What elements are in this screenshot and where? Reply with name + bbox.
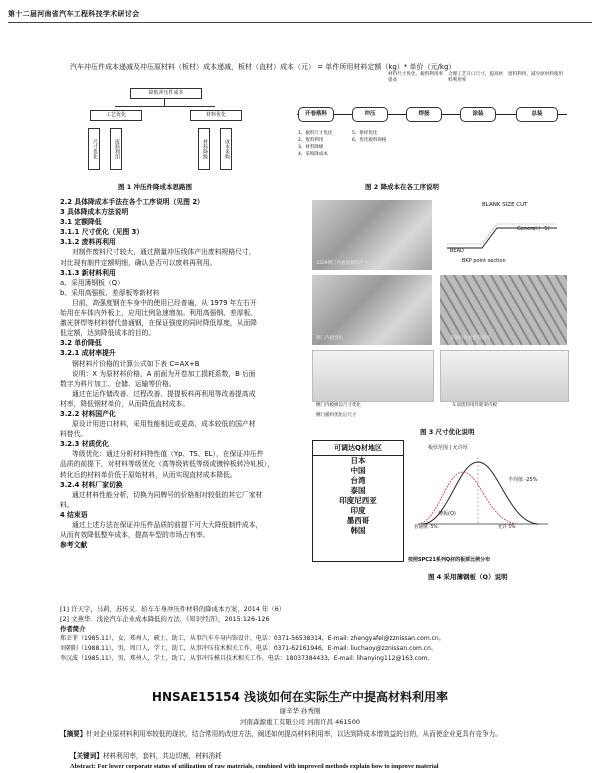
text-line: 对比现有制件定额明细，确认是否可以废料再利用。 (60, 258, 217, 267)
text-line: 3.2.4 材料厂家切换 (60, 480, 123, 489)
text-line: 品质的前提下，对材料等级优化（高等级转低等级或镀锌板转冷轧板）， (60, 460, 275, 469)
fig2-note-bottom: 4、采购降成本 (298, 152, 328, 157)
fig4-chart-label: 板厚范围 | 允许厚 (428, 445, 468, 451)
text-line: 激光拼焊等材料替代普通钢，在保证强度的同时降低厚度，从而降 (60, 319, 258, 328)
article-en-abstract (70, 762, 439, 772)
text-line: 3.1.1 尺寸优化（见图 3） (60, 228, 144, 237)
fig2-note-bottom: 6、优化板料规格 (352, 138, 387, 143)
text-line: 钢材料片价格的计算公式如下表 C=AX+B (72, 359, 200, 368)
cost-formula: 汽车冲压件成本递减及冲压原材料（板材）成本递减，板材（直材）成本（元） = 单件所用材料定额（kg）* 单价（元/kg） (70, 63, 456, 71)
en-abstract-label: Abstract: (70, 763, 96, 770)
abstract-text: 针对企业原材料利用率较低的现状，结合常用的改进方法，阐述如何提高材料利用率，以达到降成本增效益的目的，从而使企业更具有竞争力。 (86, 730, 502, 738)
text-line: 3.1.3 新材料利用 (60, 268, 116, 277)
fig4-right-note: 允许 5% (498, 525, 516, 530)
photo-caption: 侧门内板修边尺寸优化 (316, 403, 361, 408)
text-line: 通过在运作储改善、过程改善、提提板料再利用等改善提高成 (72, 389, 256, 398)
text-line: 原设计用进口材料，采用性能相近或更高、成本较低的国产材 (72, 420, 256, 429)
bio-item: 李汉波（1985.11），男，郑州人，学士，助工，从事冲压模具技术相关工作，电话：18037384433，E-mail: lihanying112@163.com。 (60, 655, 434, 662)
text-line: 转化后的材料单价低于原始材料，从而实现直材成本降低。 (60, 470, 237, 479)
text-line: 低定额，达到降低成本的目的。 (60, 329, 156, 338)
text-line: 始用在车体内外板上，应用比例急速增加。利用高强钢、差厚板、 (60, 309, 258, 318)
fig4-left-note: 普通钢 -5% (414, 525, 438, 530)
article-institution: 河南森源重工有限公司 河南许昌 461500 (240, 718, 360, 726)
fig1-left-item: 废料利用 (110, 128, 122, 170)
country-item: 印度尼西亚 (339, 496, 377, 505)
fig2-note-top: 材料尺寸优化、板料利用率提高 (388, 72, 444, 83)
countries-box-title: 可调达Q材地区 (313, 441, 403, 456)
text-line: 通过材料性能分析，切换为同牌号的价格相对较低的其它厂家材 (72, 490, 263, 499)
reference-item: [1] 许天宇，马莉，苏传义．轿车车身冲压件材料的降成本方案，2014 年（6） (60, 605, 286, 613)
article-title: HNSAE15154 浅谈如何在实际生产中提高材料利用率 (151, 690, 449, 704)
fig3-general-label: General (−5) (517, 226, 550, 232)
fig2-step: 冲压 (352, 107, 388, 122)
fig3-section-drawing (442, 208, 562, 256)
fig2-note-bottom: 1、板料尺寸优化 (298, 131, 333, 136)
text-line: 从而有效降低整车成本，提高车型的市场占有率。 (60, 531, 210, 540)
text-line: 3.2 单价降低 (60, 339, 102, 348)
country-item: 日本 (350, 456, 366, 465)
figure-4-chart (408, 442, 558, 562)
fig4-thin-label: 薄板(Q) (438, 511, 456, 517)
fig1-root: 降低冲压件成本 (130, 88, 202, 99)
country-item: 泰国 (350, 486, 366, 495)
photo-caption: 侧门板料优化后尺寸 (316, 413, 357, 418)
text-line: 料。 (60, 500, 74, 509)
text-line: 4 结束语 (60, 510, 88, 519)
fig1-connector (164, 98, 165, 106)
figure-3 (312, 200, 567, 420)
text-line: 通过上述方法在保证冲压件品质的前提下可大大降低制件成本， (72, 521, 263, 529)
coil-drawing (312, 350, 434, 402)
text-line: 3.2.2 材料国产化 (60, 409, 116, 418)
text-line: b、采用高强板、差厚板等新材料 (60, 288, 160, 297)
body-left-top (60, 197, 310, 550)
figure-1 (80, 78, 250, 178)
en-abstract-text: For lower corporate status of utilization of raw materials, combined with improved methods explain how to improve material (97, 763, 439, 770)
photo-caption: 3328侧门内板原板料尺寸 (316, 261, 368, 266)
fig2-note-bottom: 3、材料降级 (298, 145, 324, 150)
country-item: 台湾 (350, 476, 366, 485)
fig2-note-top: 废料利用、减少原材料使用 (508, 72, 564, 77)
photo-caption: 轮罩内外板废料利用 (450, 336, 491, 341)
photo-caption: 侧门内板废料 (316, 336, 343, 341)
text-line: 数字为料片加工、仓储、运输等价格。 (60, 379, 176, 388)
bio-heading: 作者简介 (60, 625, 86, 633)
fig4-ratio-label: 半均值 -25% (508, 477, 538, 483)
fig1-connector (115, 106, 215, 107)
text-line: 料替代。 (60, 430, 88, 439)
text-line: 3.1.2 废料再利用 (60, 238, 116, 247)
country-item: 印度 (350, 506, 366, 515)
keywords-label: 【关键词】 (70, 752, 103, 760)
text-line: 材率，降低钢材单价，从而降低直材成本。 (60, 399, 190, 408)
header-rule (8, 22, 592, 23)
abstract-label: 【摘要】 (60, 730, 87, 738)
countries-box (312, 440, 404, 562)
fig4-sub-caption: 按照SPC21系列Q材的板厚比例分布 (408, 557, 491, 563)
figure-2 (292, 70, 572, 175)
coil-drawing (440, 350, 569, 402)
figure-2-caption: 图 2 降成本在各工序说明 (365, 183, 440, 191)
journal-header: 第十二届河南省汽车工程科技学术研讨会 (8, 10, 140, 18)
fig3-bkp-label: BKP point section (462, 258, 506, 264)
text-line: 对制件废料尺寸较大，通过测量冲压线体产出废料规格尺寸， (72, 248, 256, 257)
article-keywords (70, 751, 222, 761)
fig2-note-bottom: 2、废料利用 (298, 138, 324, 143)
figure-3-caption: 图 3 尺寸优化说明 (420, 428, 475, 436)
fig2-note-bottom: 5、排样优化 (352, 131, 378, 136)
fig1-right-item: 成本采购 (220, 128, 232, 170)
fig1-left: 工艺优化 (90, 110, 142, 121)
text-line: 参考文献 (60, 541, 88, 550)
country-item: 墨西哥 (346, 516, 370, 525)
figure-4-caption: 图 4 采用薄钢板（Q）说明 (428, 573, 508, 581)
text-line: a、采用薄钢板（Q） (60, 278, 124, 287)
fig4-distribution-curve (408, 452, 558, 532)
bio-item: 刘朝阳（1988.11），男，周口人，学士，助工，从事冲压技术相关工作，电话：0371-62161946，E-mail: liuchaoy@zznissan.com.cn。 (60, 645, 437, 652)
article-authors: 谢辛华 孙秀刚 (279, 707, 321, 715)
text-line: 3.2.3 材质优化 (60, 440, 109, 449)
text-line: 3 具体降成本方法说明 (60, 208, 129, 217)
references-block (60, 604, 560, 664)
fig2-step: 涂装 (460, 107, 496, 122)
fig2-note-top: 合理工艺开口尺寸、提高材料利用率 (448, 72, 504, 83)
fig1-right-item: 材料降级 (198, 128, 210, 170)
fig2-step: 开卷落料 (298, 107, 334, 122)
text-line: 3.1 定额降低 (60, 218, 102, 227)
text-line: 2.2 具体降成本手法在各个工序说明（见图 2） (60, 198, 204, 206)
fig3-bead-label: BEAD (450, 248, 464, 254)
country-item: 中国 (350, 466, 366, 475)
photo-caption: 车顶废料用作轮罩内板 (452, 403, 497, 408)
country-item: 韩国 (350, 526, 366, 535)
text-line: 等级优化：通过分析材料特性值（Yp、TS、EL），在保证冲压件 (72, 450, 264, 459)
fig1-left-item: 尺寸优化 (88, 128, 100, 170)
text-line: 3.2.1 成材率提升 (60, 349, 116, 358)
fig2-step: 焊接 (406, 107, 442, 122)
keywords-text: 材料利用率，套料，共边切割，材料消耗 (102, 752, 222, 760)
reference-item: [2] 文燕华．浅论汽车企业成本降低的方法．《知识经济》，2015:126-126 (60, 615, 270, 623)
figure-1-caption: 图 1 冲压件降成本思路图 (118, 183, 193, 191)
fig2-step: 总装 (516, 107, 558, 122)
bio-item: 郑幸菲（1985.11），女，郑州人，硕士，助工，从事汽车车身内饰设计，电话：0371-56538314，E-mail: zhengyafei@zznissan.com.cn。 (60, 635, 445, 642)
fig1-right: 材料优化 (190, 110, 242, 121)
fig3-blank-label: BLANK SIZE CUT (482, 202, 528, 208)
text-line: 目前，高强度钢在车身中的使用已经普遍，从 1979 年左右开 (72, 298, 257, 307)
text-line: 说明：X 为原材料价格，A 前面为开卷加工损耗系数，B 后面 (72, 369, 256, 378)
article-abstract (60, 729, 550, 739)
